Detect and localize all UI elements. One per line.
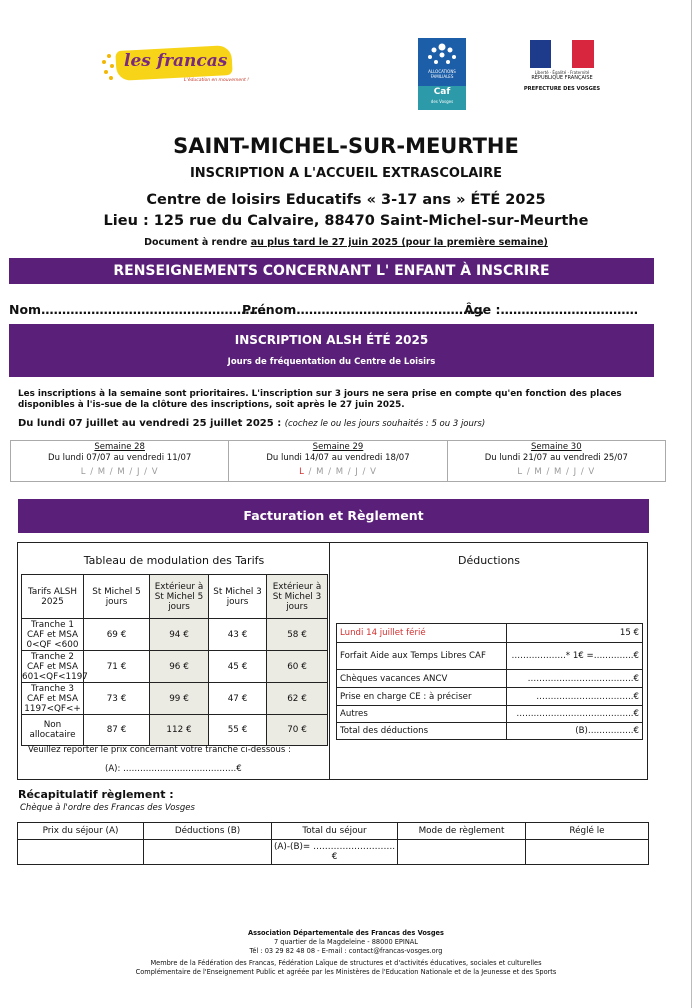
col-header: Mode de règlement — [398, 823, 526, 840]
weeks-table — [10, 440, 666, 482]
table-row — [337, 643, 643, 670]
child-section-header: RENSEIGNEMENTS CONCERNANT L' ENFANT À INSCRIRE — [9, 258, 654, 284]
deductions-table — [336, 623, 643, 740]
francas-logo-text: les francas — [124, 51, 228, 71]
caf-logo — [418, 38, 466, 110]
deduction-value[interactable]: …………………………….€ — [507, 688, 643, 706]
col-header: Prix du séjour (A) — [18, 823, 144, 840]
col-header: St Michel 5 jours — [84, 575, 150, 619]
dates-range: Du lundi 07 juillet au vendredi 25 juillet 2025 : — [18, 418, 285, 429]
table-header-row — [18, 823, 649, 840]
tarifs-table — [21, 574, 328, 746]
tranche-note: Veuillez reporter le prix concernant votre tranche ci-dessous : — [28, 745, 291, 755]
price-cell: 47 € — [209, 683, 267, 715]
price-cell: 60 € — [267, 651, 328, 683]
deadline-line — [0, 237, 692, 248]
deduction-label: Autres — [337, 706, 507, 723]
price-cell: 70 € — [267, 715, 328, 746]
caf-region: des Vosges — [430, 99, 454, 104]
table-row — [337, 706, 643, 723]
price-cell[interactable] — [18, 840, 144, 865]
week-30 — [448, 441, 665, 481]
col-header: Extérieur à St Michel 5 jours — [150, 575, 209, 619]
footer-contact: Tél : 03 29 82 48 08 - E-mail : contact@francas-vosges.org — [249, 947, 443, 955]
week-name: Semaine 29 — [312, 442, 364, 452]
price-cell: 112 € — [150, 715, 209, 746]
deduction-value[interactable]: ……………………………….€ — [507, 670, 643, 688]
week-28 — [11, 441, 229, 481]
alsh-title: INSCRIPTION ALSH ÉTÉ 2025 — [234, 333, 429, 347]
lieu-line: Lieu : 125 rue du Calvaire, 88470 Saint-Michel-sur-Meurthe — [103, 213, 589, 229]
table-row — [337, 688, 643, 706]
footer-federation: Membre de la Fédération des Francas, Fédération Laïque de structures et d'activités éducatives, sociales et culturelles — [150, 959, 542, 967]
form-subtitle: INSCRIPTION A L'ACCUEIL EXTRASCOLAIRE — [189, 166, 503, 181]
week-days-checkboxes[interactable] — [229, 467, 446, 477]
price-cell: 69 € — [84, 619, 150, 651]
tranche-label: Tranche 2 CAF et MSA 601<QF<1197 — [22, 651, 88, 682]
recap-title: Récapitulatif règlement : — [18, 788, 174, 801]
deduction-value[interactable]: ……………….* 1€ =…………..€ — [507, 643, 643, 670]
deductions-title: Déductions — [457, 554, 521, 567]
deduction-label: Total des déductions — [337, 723, 507, 740]
dates-note: (cochez le ou les jours souhaités : 5 ou 3 jours) — [284, 419, 486, 429]
price-cell: 43 € — [209, 619, 267, 651]
table-header-row — [22, 575, 328, 619]
price-cell: 73 € — [84, 683, 150, 715]
billing-section-header: Facturation et Règlement — [18, 499, 649, 533]
holiday-day[interactable]: L — [299, 467, 305, 477]
caf-org-text: ALLOCATIONS FAMILIALES — [428, 69, 456, 79]
col-header: Réglé le — [526, 823, 649, 840]
age-field[interactable]: Âge :…………………………… — [464, 302, 638, 317]
caf-figures-icon — [418, 38, 466, 68]
week-days-checkboxes[interactable]: L / M / M / J / V — [517, 467, 596, 477]
footer-address: 7 quartier de la Magdeleine - 88000 EPINAL — [274, 938, 418, 946]
deductions-panel — [331, 543, 647, 779]
town-title: SAINT-MICHEL-SUR-MEURTHE — [173, 134, 519, 158]
centre-title: Centre de loisirs Educatifs « 3-17 ans » ÉTÉ 2025 — [146, 192, 546, 208]
francas-logo — [100, 42, 260, 92]
price-cell: 94 € — [150, 619, 209, 651]
price-cell: 96 € — [150, 651, 209, 683]
footer-agrement: Complémentaire de l'Enseignement Public et agréée par les Ministères de l'Education Nationale et de la Jeunesse et des Sports — [135, 968, 557, 976]
col-header: Déductions (B) — [144, 823, 272, 840]
price-cell: 87 € — [84, 715, 150, 746]
price-a-field[interactable]: (A): ………………………………….€ — [105, 764, 242, 774]
rf-motto: Liberté · Égalité · Fraternité — [534, 70, 590, 75]
deduction-value[interactable]: (B)…………….€ — [507, 723, 643, 740]
tranche-label: Tranche 1 CAF et MSA 0<QF <600 — [22, 619, 84, 651]
dates-line — [18, 418, 485, 429]
price-cell: 58 € — [267, 619, 328, 651]
col-header: St Michel 3 jours — [209, 575, 267, 619]
col-header: Total du séjour — [272, 823, 398, 840]
price-cell: 99 € — [150, 683, 209, 715]
prenom-field[interactable]: Prénom……………………………………… — [242, 302, 484, 317]
price-cell: 55 € — [209, 715, 267, 746]
table-row — [22, 619, 328, 651]
deduction-label: Lundi 14 juillet férié — [337, 624, 507, 643]
table-row — [337, 670, 643, 688]
alsh-subtitle: Jours de fréquentation du Centre de Loisirs — [227, 357, 436, 367]
table-row — [22, 651, 328, 683]
other-days[interactable]: / M / M / J / V — [304, 467, 377, 477]
table-row — [22, 683, 328, 715]
week-name: Semaine 28 — [94, 442, 145, 452]
billing-box — [17, 542, 648, 780]
price-cell: 45 € — [209, 651, 267, 683]
recap-subtitle: Chèque à l'ordre des Francas des Vosges — [20, 803, 195, 813]
week-range: Du lundi 07/07 au vendredi 11/07 — [48, 453, 192, 463]
nom-field[interactable]: Nom……………………………………………… — [9, 302, 267, 317]
caf-emblem — [418, 38, 466, 86]
inscription-rules: Les inscriptions à la semaine sont prioritaires. L'inscription sur 3 jours ne sera prise en compte qu'en fonction des places disponibles à l'is-sue de la clôture des inscriptions, soit après le 27 juin 2025. — [18, 389, 622, 410]
deductions-cell[interactable] — [144, 840, 272, 865]
paid-date-cell[interactable] — [526, 840, 649, 865]
price-cell: 62 € — [267, 683, 328, 715]
deduction-label: Prise en charge CE : à préciser — [337, 688, 507, 706]
recap-table — [17, 822, 649, 865]
week-days-checkboxes[interactable]: L / M / M / J / V — [80, 467, 159, 477]
caf-name: Caf — [433, 87, 451, 97]
marianne-flag-icon — [530, 40, 594, 68]
footer-org: Association Départementale des Francas des Vosges — [248, 929, 444, 937]
table-row — [18, 840, 649, 865]
week-range: Du lundi 14/07 au vendredi 18/07 — [266, 453, 410, 463]
republique-logo — [520, 40, 604, 96]
tarifs-panel — [18, 543, 330, 779]
week-29 — [229, 441, 447, 481]
deduction-value: 15 € — [507, 624, 643, 643]
deduction-label: Chèques vacances ANCV — [337, 670, 507, 688]
table-row — [22, 715, 328, 746]
table-row — [337, 624, 643, 643]
rf-name: RÉPUBLIQUE FRANÇAISE — [531, 75, 593, 81]
total-cell[interactable]: (A)-(B)= ……………………….€ — [272, 840, 398, 865]
week-name: Semaine 30 — [531, 442, 582, 452]
tranche-label: Non allocataire — [22, 715, 84, 746]
prefecture-name: PREFECTURE DES VOSGES — [523, 86, 601, 92]
payment-mode-cell[interactable] — [398, 840, 526, 865]
francas-tagline: L'éducation en mouvement ! — [184, 78, 249, 83]
deduction-value[interactable]: …………………………………..€ — [507, 706, 643, 723]
table-row — [337, 723, 643, 740]
deadline-prefix: Document à rendre — [144, 237, 251, 248]
deduction-label: Forfait Aide aux Temps Libres CAF — [337, 643, 507, 670]
tarifs-title: Tableau de modulation des Tarifs — [83, 554, 265, 567]
deadline-date: au plus tard le 27 juin 2025 (pour la première semaine) — [250, 237, 548, 248]
week-range: Du lundi 21/07 au vendredi 25/07 — [484, 453, 628, 463]
alsh-section-header — [9, 324, 654, 377]
col-header: Extérieur à St Michel 3 jours — [267, 575, 328, 619]
col-header: Tarifs ALSH 2025 — [22, 575, 84, 619]
tranche-label: Tranche 3 CAF et MSA 1197<QF<+ — [22, 683, 84, 715]
caf-label — [418, 86, 466, 110]
price-cell: 71 € — [84, 651, 150, 683]
